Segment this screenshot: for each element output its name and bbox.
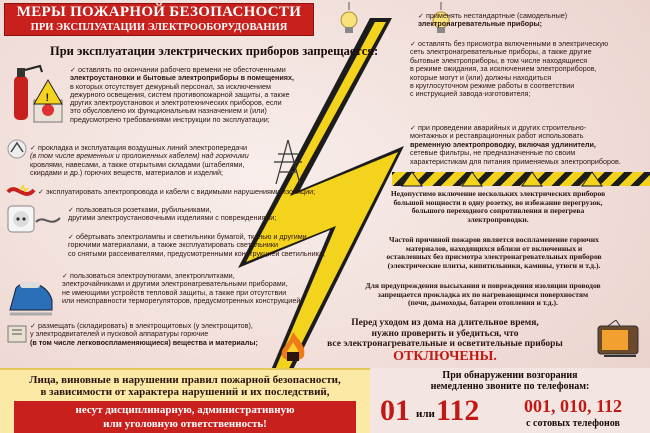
list-item: ✓ применять нестандартные (самодельные) электронагревательные приборы; <box>418 11 568 29</box>
list-item: ✓ пользоваться электроутюгами, электроплитками, электрочайниками и другими электронагревательными приборами, не имеющими устройств тепловой защиты, а также при отсутствии или неисправности терморегуляторов, предусмотренных конструкцией; <box>62 271 303 305</box>
list-item: ✓ оставлять по окончании рабочего времени не обесточенными электроустановки и бытовые электроприборы в помещениях, в которых отсутствует дежурный персонал, за исключением дежурного освещения, систем противопожарной защиты, а также других электроустановок и электротехнических приборов, если это обусловлено их функциональным назначением и (или) предусмотрено требованиями инструкции по эксплуатации; <box>70 65 294 124</box>
iron-icon <box>6 270 56 320</box>
list-item: ✓ пользоваться розетками, рубильниками, другими электроустановочными изделиями с повреждениями; <box>68 205 277 223</box>
warning-icons <box>400 170 640 188</box>
list-item: ✓ обёртывать электролампы и светильники бумагой, тканью и другими горючими материалами, а также эксплуатировать светильники со снятыми рассеивателями, предусмотренными конструкцией светильника; <box>68 232 325 258</box>
info-block: Частой причиной пожаров является воспламенение горючих материалов, находящихся вблизи от включенных и оставленных без присмотра электронагревательных приборов (электрические плиты, кипятильники, камины, утюги и т.д.). <box>386 235 602 270</box>
emergency-heading: При обнаружении возгорания немедленно звоните по телефонам: <box>430 370 590 392</box>
prohibit-heading: При эксплуатации электрических приборов запрещается: <box>50 44 379 58</box>
page-title: МЕРЫ ПОЖАРНОЙ БЕЗОПАСНОСТИ <box>16 4 302 20</box>
info-block: Перед уходом из дома на длительное время, нужно проверить и убедиться, что все электронагревательные и осветительные приборы <box>327 318 563 349</box>
electric-panel-icon <box>6 324 28 344</box>
phone-number: 112 <box>436 394 480 427</box>
svg-text:!: ! <box>45 92 50 104</box>
power-line-icon <box>6 138 28 160</box>
mobile-numbers: 001, 010, 112 <box>523 396 622 416</box>
info-block: Для предупреждения высыхания и повреждения изоляции проводов запрещается прокладка их по нагревающимся поверхностям (печи, дымоходы, батареи отопления и т.д.). <box>365 281 601 308</box>
tv-icon <box>596 320 644 362</box>
emergency-panel <box>370 368 650 433</box>
page-subtitle: ПРИ ЭКСПЛУАТАЦИИ ЭЛЕКТРООБОРУДОВАНИЯ <box>30 22 288 33</box>
damaged-cable-icon <box>6 180 36 204</box>
title-box <box>4 3 314 36</box>
mobile-label: с сотовых телефонов <box>526 418 620 429</box>
list-item: ✓ при проведении аварийных и других строительно- монтажных и реставрационных работ использовать временную электропроводку, включая удлинители, сетевые фильтры, не предназначенные по своим характеристикам для питания применяемых электроприборов. <box>410 123 621 166</box>
socket-icon <box>6 204 62 234</box>
liability-text: Лица, виновные в нарушении правил пожарной безопасности, в зависимости от характера нарушений и их последствий, <box>29 374 341 398</box>
list-item: ✓ эксплуатировать электропровода и кабели с видимыми нарушениями изоляции; <box>38 187 316 196</box>
list-item: ✓ размещать (складировать) в электрощитовых (у электрощитов), у электродвигателей и пусковой аппаратуры горючие (в том числе легковоспламеняющиеся) вещества и материалы; <box>30 321 258 347</box>
or-label: или <box>416 408 435 420</box>
disconnected-label: ОТКЛЮЧЕНЫ. <box>393 349 497 364</box>
bulb-icon <box>338 2 360 36</box>
liability-panel <box>0 368 370 433</box>
list-item: ✓ оставлять без присмотра включенными в электрическую сеть электронагревательные приборы, а также другие бытовые электроприборы, в том числе находящиеся в режиме ожидания, за исключением электроприборов, которые могут и (или) должны находиться в круглосуточном режиме работы в соответствии с инструкцией завода-изготовителя; <box>410 39 609 99</box>
extinguisher-icon <box>6 60 68 130</box>
phone-number: 01 <box>380 394 410 427</box>
info-block: Недопустимо включение нескольких электрических приборов большой мощности в одну розетку, во избежание перегрузок, большого переходного сопротивления и перегрева электропроводки. <box>390 189 606 224</box>
list-item: ✓ прокладка и эксплуатация воздушных линий электропередачи (в том числе временных и проложенных кабелем) над горючими кровлями, навесами, а также открытыми складами (штабелями, скирдами и др.) горючих веществ, материалов и изделий; <box>30 143 249 177</box>
liability-red-box: несут дисциплинарную, административную или уголовную ответственность! <box>14 401 356 433</box>
